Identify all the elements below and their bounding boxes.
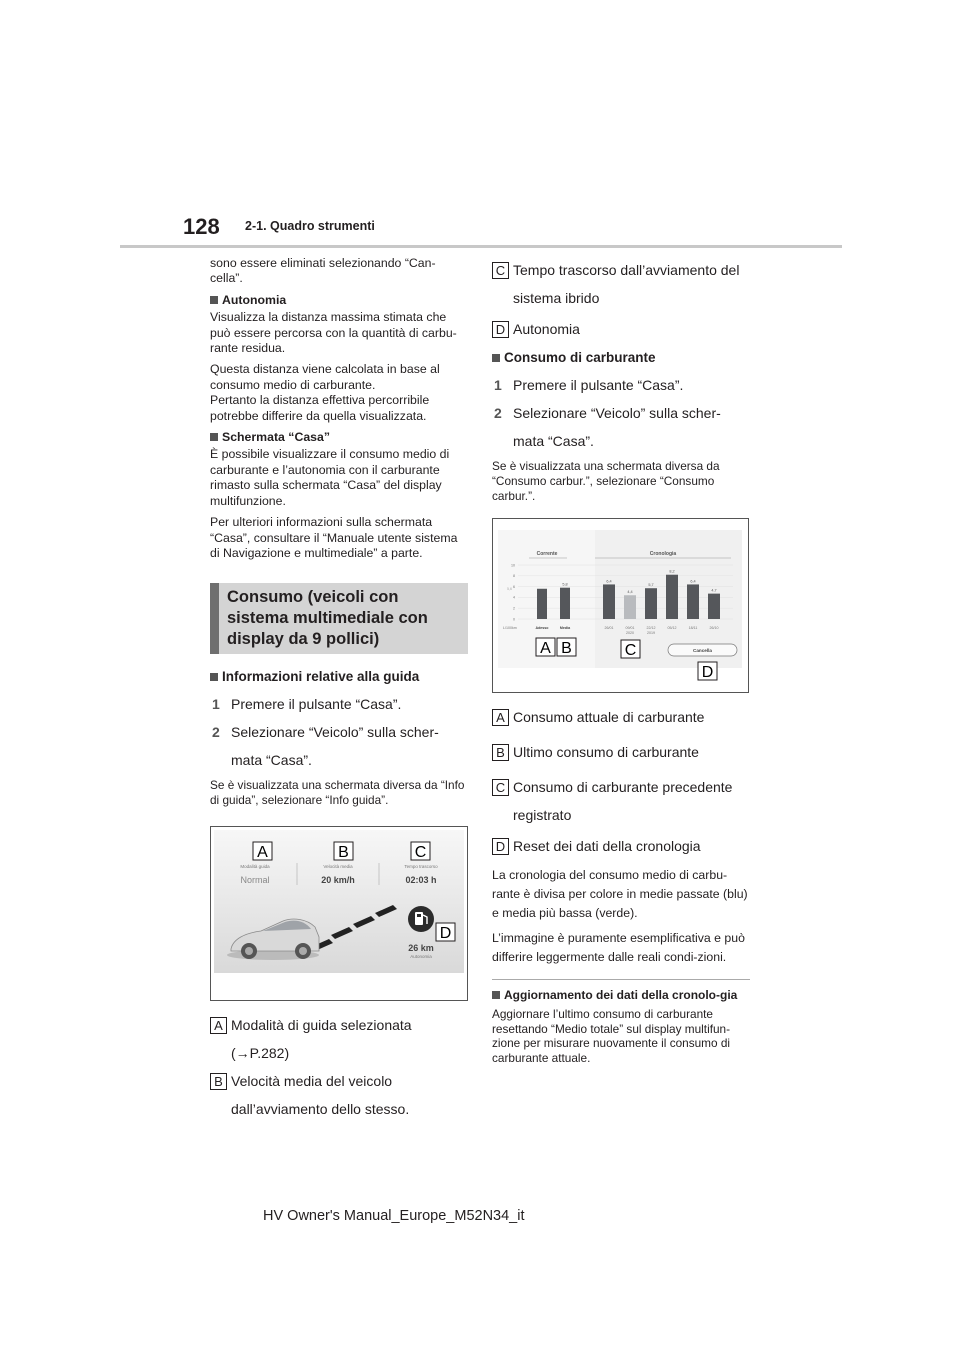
header-rule — [120, 245, 842, 248]
callout-a: A — [540, 640, 551, 657]
label-a: A Consumo attuale di carburante — [492, 703, 750, 731]
label-c: C Tempo trascorso dall’avviamento del sistema ibrido — [492, 256, 750, 312]
intro-text: sono essere eliminati selezionando “Can-cella”. — [210, 256, 436, 286]
casa-p2: Per ulteriori informazioni sulla schermata “Casa”, consultare il “Manuale utente sistema di Navigazione e multimediale” a parte. — [210, 515, 458, 560]
label-d: D Reset dei dati della cronologia — [492, 832, 750, 860]
speed-value: 20 km/h — [321, 875, 355, 886]
y-tick-label: 8 — [513, 574, 515, 579]
tab-current: Corrente — [536, 551, 558, 557]
button-media[interactable]: Media — [559, 626, 571, 630]
unit-label: L/100km — [503, 626, 517, 630]
history-year-label: 2020 — [626, 631, 634, 635]
page-number: 128 — [183, 214, 220, 239]
y-tick-label: 2 — [513, 606, 515, 611]
history-date-label: 09/01 — [625, 626, 635, 630]
label-b: B Velocità media del veicolo dall’avviamento dello stesso. — [210, 1067, 468, 1123]
callout-c: C — [414, 844, 427, 862]
casa-p1: È possibile visualizzare il consumo medio di carburante e l’autonomia con il carburante rimasto sulla schermata “Casa” del display multifunzione. — [210, 447, 450, 508]
history-date-label: 26/01 — [604, 626, 614, 630]
divider — [492, 979, 750, 980]
history-bar-label: 8,2 — [669, 569, 675, 574]
history-date-label: 26/10 — [709, 626, 719, 630]
left-column — [210, 256, 468, 1123]
driving-info-screen — [211, 827, 467, 1000]
history-bar-label: 4,7 — [711, 588, 717, 593]
history-bar-label: 4,4 — [627, 590, 633, 595]
reference-label: 5,6 — [507, 587, 512, 592]
disclaimer-paragraph: L’immagine è puramente esemplificativa e può differire leggermente dalle reali condi-zioni. — [492, 931, 745, 964]
update-paragraph: Aggiornare l’ultimo consumo di carburante resettando “Medio totale” sul display multifun-zione per misurare nuovamente il consumo di carburante attuale. — [492, 1007, 731, 1065]
right-column — [492, 256, 750, 1071]
square-bullet-icon — [210, 296, 218, 304]
callout-d: D — [701, 664, 714, 681]
fuel-consumption-chart — [493, 519, 748, 692]
callout-d: D — [439, 925, 452, 943]
history-year-label: 2019 — [647, 631, 655, 635]
history-date-label: 18/11 — [688, 626, 698, 630]
history-bar — [708, 594, 720, 619]
history-bar — [666, 575, 678, 619]
history-bar-label: 6,4 — [606, 579, 612, 584]
history-bar-label: 5,7 — [648, 583, 654, 588]
range-label: Autonomia — [410, 954, 432, 960]
footer: HV Owner's Manual_Europe_M52N34_it — [263, 1208, 525, 1224]
mode-label: Modalità guida — [240, 864, 270, 870]
current-bar — [560, 588, 570, 619]
step-2: 2 Selezionare “Veicolo” sulla scher-mata “Casa”. — [212, 724, 439, 769]
history-bar — [603, 584, 615, 619]
step-1: 1 Premere il pulsante “Casa”. — [494, 377, 684, 393]
autonomia-p2: Questa distanza viene calcolata in base al consumo medio di carburante. — [210, 362, 440, 392]
consumo-heading: Consumo di carburante — [492, 349, 750, 367]
info-heading: Informazioni relative alla guida — [210, 668, 468, 686]
label-c: C Consumo di carburante precedente registrato — [492, 773, 750, 829]
time-value: 02:03 h — [405, 875, 437, 886]
label-a: A Modalità di guida selezionata (→P.282) — [210, 1011, 468, 1067]
autonomia-p3: Pertanto la distanza effettiva percorribile potrebbe differire da quella visualizzata. — [210, 393, 430, 423]
mode-value: Normal — [240, 875, 270, 886]
consumo-note: Se è visualizzata una schermata diversa da “Consumo carbur.”, selezionare “Consumo carbur.”. — [492, 459, 720, 503]
cancel-label[interactable]: Cancella — [693, 648, 712, 653]
time-label: Tempo trascorso — [404, 864, 438, 870]
history-date-label: 22/12 — [646, 626, 656, 630]
update-heading: Aggiornamento dei dati della cronolo-gia — [492, 988, 750, 1003]
block-heading: Consumo (veicoli con sistema multimediale con display da 9 pollici) — [210, 583, 468, 654]
button-adesso[interactable]: Adesso — [535, 626, 549, 630]
current-bar — [537, 589, 547, 619]
info-note: Se è visualizzata una schermata diversa da “Info di guida”, selezionare “Info guida”. — [210, 778, 465, 808]
history-bar-label: 6,4 — [690, 579, 696, 584]
driving-info-figure — [210, 826, 468, 1001]
y-tick-label: 0 — [513, 617, 515, 622]
history-date-label: 05/12 — [667, 626, 677, 630]
y-tick-label: 10 — [511, 563, 515, 568]
history-bar — [624, 595, 636, 619]
y-tick-label: 4 — [513, 595, 515, 600]
square-bullet-icon — [492, 991, 500, 999]
callout-a: A — [257, 844, 268, 862]
section-title: 2-1. Quadro strumenti — [245, 219, 375, 233]
y-tick-label: 6 — [513, 584, 515, 589]
current-bar-label: 5,8 — [562, 582, 568, 587]
callout-b: B — [561, 640, 572, 657]
history-bar — [687, 584, 699, 619]
history-paragraph: La cronologia del consumo medio di carbu-rante è divisa per colore in medie passate (blu) e media più bassa (verde). — [492, 868, 748, 920]
step-2: 2 Selezionare “Veicolo” sulla scher-mata “Casa”. — [494, 405, 721, 449]
square-bullet-icon — [210, 433, 218, 441]
label-d: D Autonomia — [492, 315, 750, 343]
callout-b: B — [338, 844, 349, 862]
speed-label: Velocità media — [323, 864, 353, 870]
square-bullet-icon — [492, 354, 500, 362]
fuel-consumption-figure — [492, 518, 749, 693]
step-1: 1 Premere il pulsante “Casa”. — [212, 696, 402, 713]
history-bar — [645, 588, 657, 619]
square-bullet-icon — [210, 673, 218, 681]
range-value: 26 km — [408, 943, 434, 954]
casa-heading: Schermata “Casa” — [210, 430, 468, 445]
autonomia-p1: Visualizza la distanza massima stimata che può essere percorsa con la quantità di carbu-rante residua. — [210, 310, 457, 356]
tab-history: Cronologia — [649, 551, 677, 557]
label-b: B Ultimo consumo di carburante — [492, 738, 750, 766]
callout-c: C — [624, 642, 637, 659]
autonomia-heading: Autonomia — [210, 293, 468, 308]
